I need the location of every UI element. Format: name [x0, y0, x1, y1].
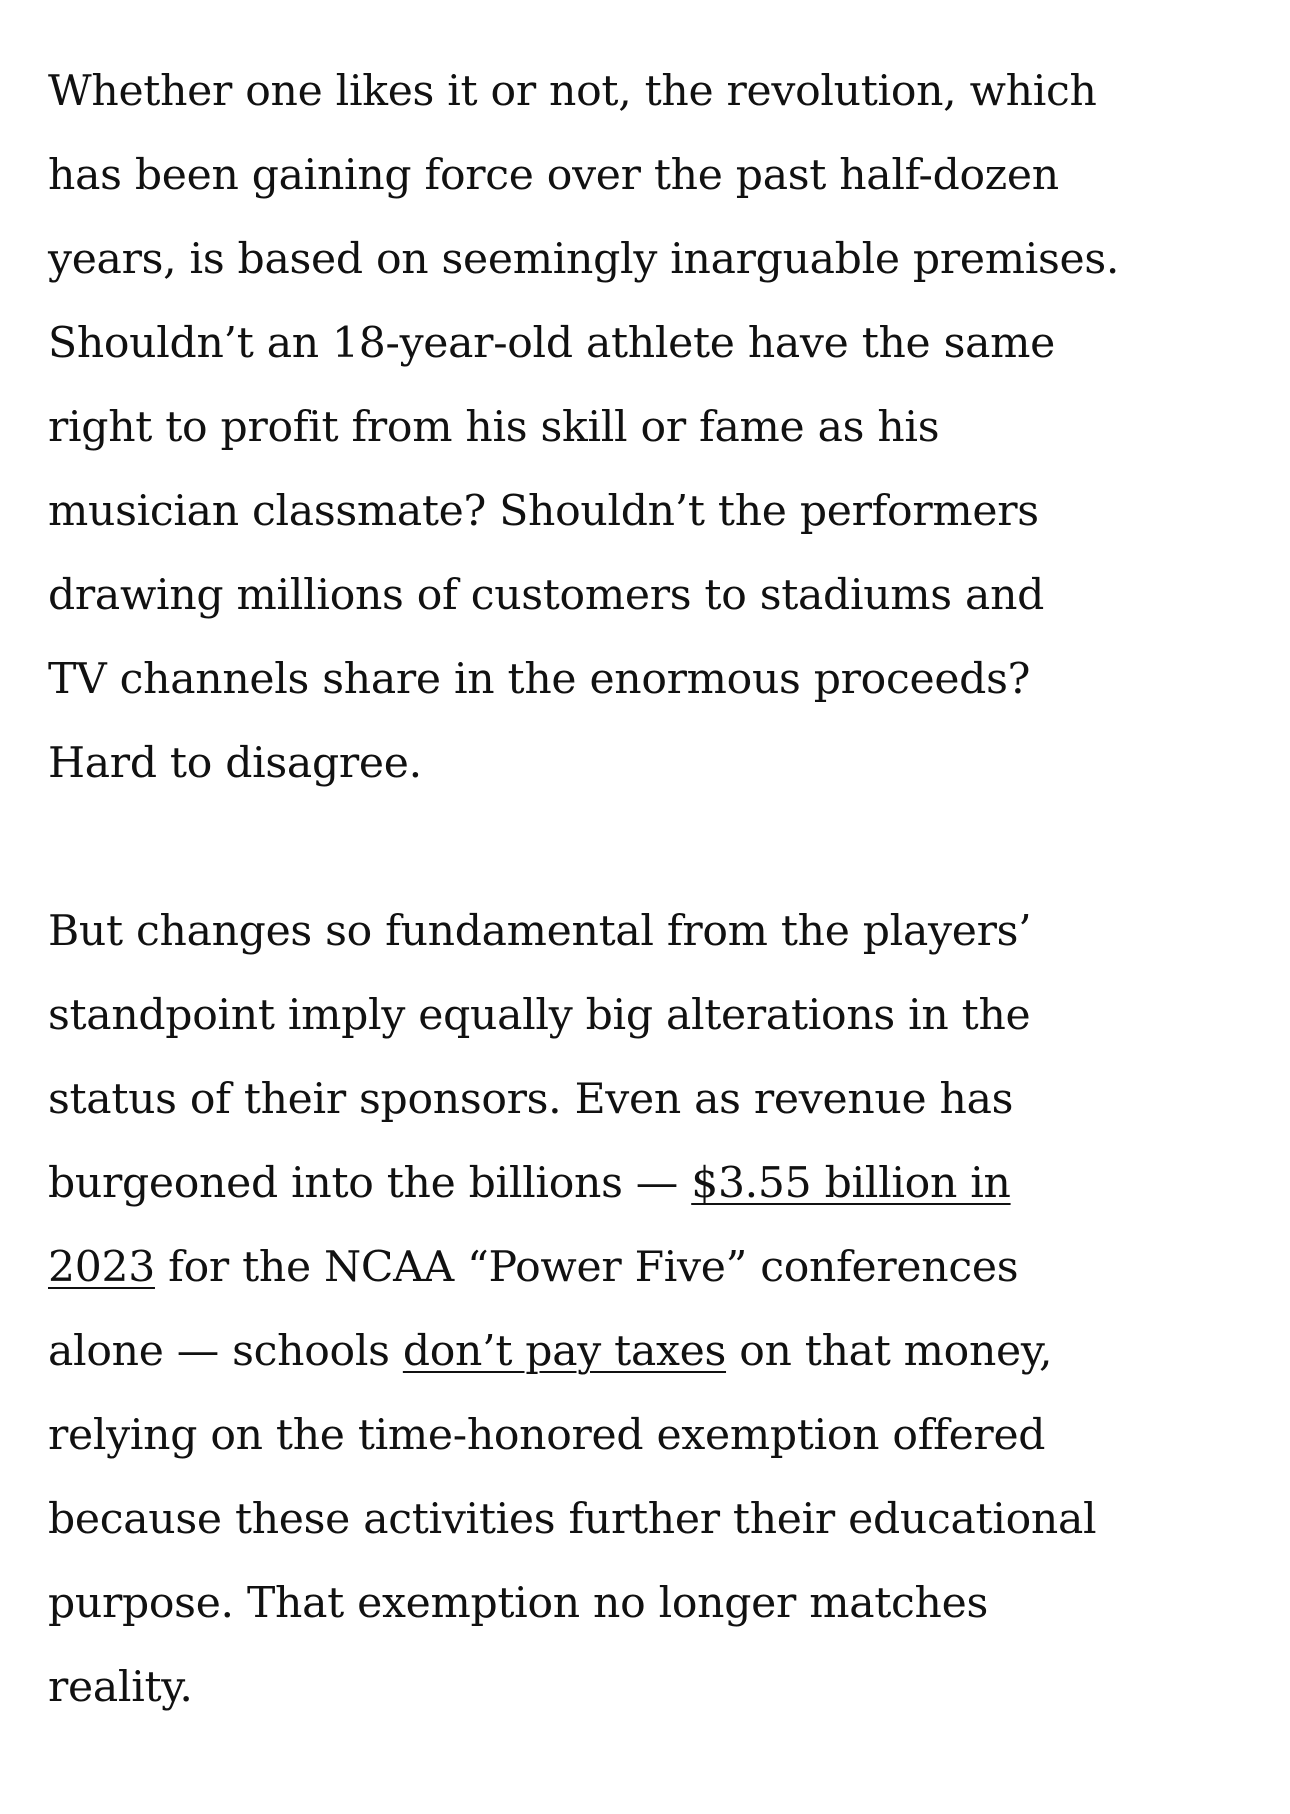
text-line: relying on the time-honored exemption offered [48, 1411, 1046, 1460]
revenue-link-continued[interactable]: 2023 [48, 1243, 155, 1292]
text-line: reality. [48, 1663, 193, 1712]
article-body [48, 50, 1248, 1814]
text-line: But changes so fundamental from the players’ [48, 907, 1032, 956]
text-line: has been gaining force over the past half-dozen [48, 151, 1059, 200]
text-line: years, is based on seemingly inarguable premises. [48, 235, 1120, 284]
text-line: Shouldn’t an 18-year-old athlete have the same [48, 319, 1056, 368]
text-line: status of their sponsors. Even as revenue has [48, 1075, 1014, 1124]
text-fragment: alone — schools [48, 1327, 403, 1376]
text-line: because these activities further their educational [48, 1495, 1097, 1544]
text-fragment: on that money, [726, 1327, 1053, 1376]
text-line: musician classmate? Shouldn’t the performers [48, 487, 1039, 536]
text-line [48, 1310, 1248, 1394]
paragraph-2 [48, 890, 1248, 1730]
text-line [48, 1226, 1248, 1310]
paragraph-1 [48, 50, 1248, 806]
text-line: drawing millions of customers to stadiums and [48, 571, 1045, 620]
text-line: Hard to disagree. [48, 739, 422, 788]
text-line: TV channels share in the enormous proceeds? [48, 655, 1031, 704]
revenue-link[interactable]: $3.55 billion in [691, 1159, 1011, 1208]
taxes-link[interactable]: don’t pay taxes [402, 1327, 727, 1376]
text-line: Whether one likes it or not, the revolution, which [48, 67, 1097, 116]
text-fragment: burgeoned into the billions — [48, 1159, 692, 1208]
text-line: purpose. That exemption no longer matches [48, 1579, 988, 1628]
text-fragment: for the NCAA “Power Five” conferences [154, 1243, 1019, 1292]
text-line: right to profit from his skill or fame as his [48, 403, 940, 452]
text-line [48, 1142, 1248, 1226]
text-line: standpoint imply equally big alterations in the [48, 991, 1031, 1040]
